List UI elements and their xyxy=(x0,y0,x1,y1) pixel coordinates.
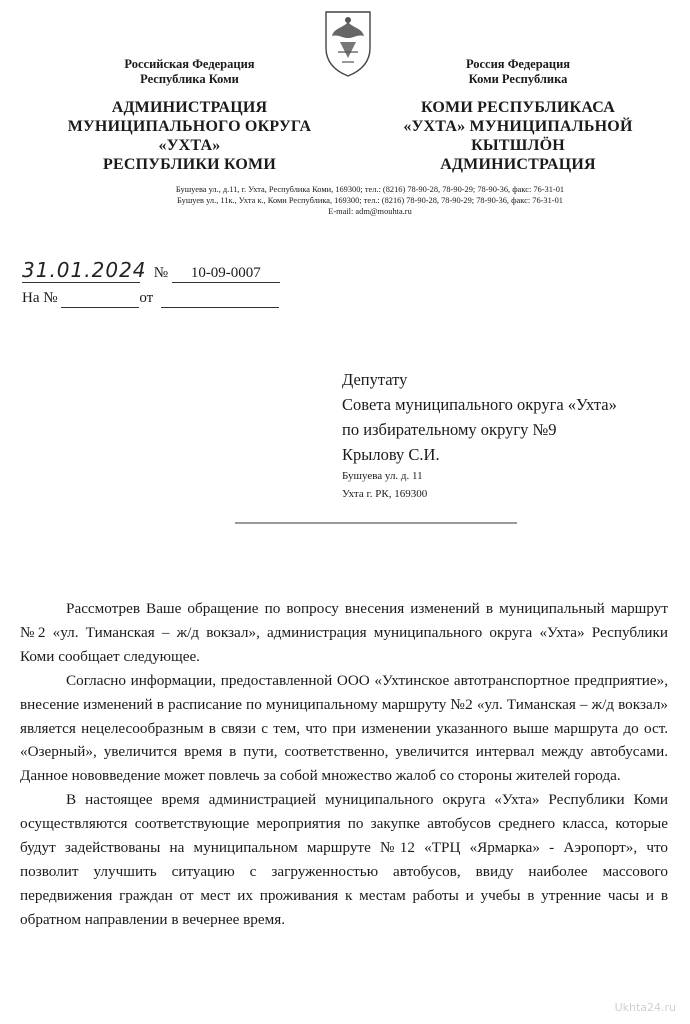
recipient-city: Ухта г. РК, 169300 xyxy=(342,488,428,500)
reply-prefix: На № xyxy=(22,290,58,306)
body-paragraph-2: Согласно информации, предоставленной ООО «Ухтинское автотранспортное предприятие», внесение изменений в расписание по муниципальному маршруту №2 «ул. Тиманская – ж/д вокзал» является нецелесообразным в связи с тем, что при изменении указанного выше маршрута до ост. «Озерный», увеличится время в пути, соответственно, увеличится интервал между автобусами. Данное нововведение может повлечь за собой множество жалоб со стороны жителей города. xyxy=(20,671,668,785)
address-block xyxy=(70,184,670,217)
header-right-title-3: КЫТШЛӦН xyxy=(471,137,565,154)
header-right-title-2: «УХТА» МУНИЦИПАЛЬНОЙ xyxy=(403,118,633,135)
reply-from-label: от xyxy=(139,290,154,306)
recipient-line-2: Совета муниципального округа «Ухта» xyxy=(342,395,617,414)
reply-number-blank xyxy=(61,290,139,308)
address-line-ru: Бушуева ул., д.11, г. Ухта, Республика Коми, 169300; тел.: (8216) 78-90-28, 78-90-29; 78-90-36, факс: 76-31-01 xyxy=(175,185,565,194)
header-right-title-1: КОМИ РЕСПУБЛИКАСА xyxy=(420,99,615,116)
header-left-country: Российская Федерация xyxy=(124,57,255,71)
reply-line xyxy=(22,290,322,308)
registration-line xyxy=(22,258,322,283)
recipient-line-1: Депутату xyxy=(342,370,408,389)
header-left-title-1: АДМИНИСТРАЦИЯ xyxy=(111,99,268,116)
header-right-country: Россия Федерация xyxy=(465,57,571,71)
address-line-komi: Бушуев ул., 11к., Ухта к., Коми Республика, 169300; тел.: (8216) 78-90-28, 78-90-29; 78-90-36, факс: 76-31-01 xyxy=(177,196,563,205)
header-left-title-3: «УХТА» xyxy=(158,137,221,154)
header-left-republic: Республика Коми xyxy=(140,72,239,86)
document-date: 31.01.2024 xyxy=(22,258,147,282)
recipient-block xyxy=(342,367,672,503)
recipient-line-3: по избирательному округу №9 xyxy=(342,420,557,439)
header-left-title-4: РЕСПУБЛИКИ КОМИ xyxy=(103,156,276,173)
body-paragraph-1: Рассмотрев Ваше обращение по вопросу внесения изменений в муниципальный маршрут №2 «ул. Тиманская – ж/д вокзал», администрация муниципального округа «Ухта» Республики Коми сообщает следующее. xyxy=(20,600,668,665)
header-right-republic: Коми Республика xyxy=(468,72,568,86)
reply-date-blank xyxy=(161,290,279,308)
document-number: 10-09-0007 xyxy=(190,265,261,281)
coat-of-arms-icon xyxy=(320,8,376,78)
header-left-title-2: МУНИЦИПАЛЬНОГО ОКРУГА xyxy=(67,118,312,135)
watermark: Ukhta24.ru xyxy=(614,1001,676,1014)
letter-body xyxy=(20,597,668,932)
divider-line xyxy=(235,522,517,524)
recipient-street: Бушуева ул. д. 11 xyxy=(342,470,423,482)
header-right-title-4: АДМИНИСТРАЦИЯ xyxy=(440,156,596,173)
recipient-name: Крылову С.И. xyxy=(342,445,440,464)
body-paragraph-3: В настоящее время администрацией муниципального округа «Ухта» Республики Коми осуществляются соответствующие мероприятия по закупке автобусов среднего класса, которые будут задействованы на муниципальном маршруте №12 «ТРЦ «Ярмарка» - Аэропорт», что позволит улучшить ситуацию с загруженностью автобусов, ввиду наиболее массового передвижения граждан от мест их проживания к местам работы и учебы в утренние часы и в обратном направлении в вечернее время. xyxy=(20,791,668,928)
email-line: E-mail: adm@mouhta.ru xyxy=(328,207,412,216)
number-sign: № xyxy=(153,265,169,281)
header-left-block xyxy=(62,57,317,174)
header-right-block xyxy=(388,57,648,174)
